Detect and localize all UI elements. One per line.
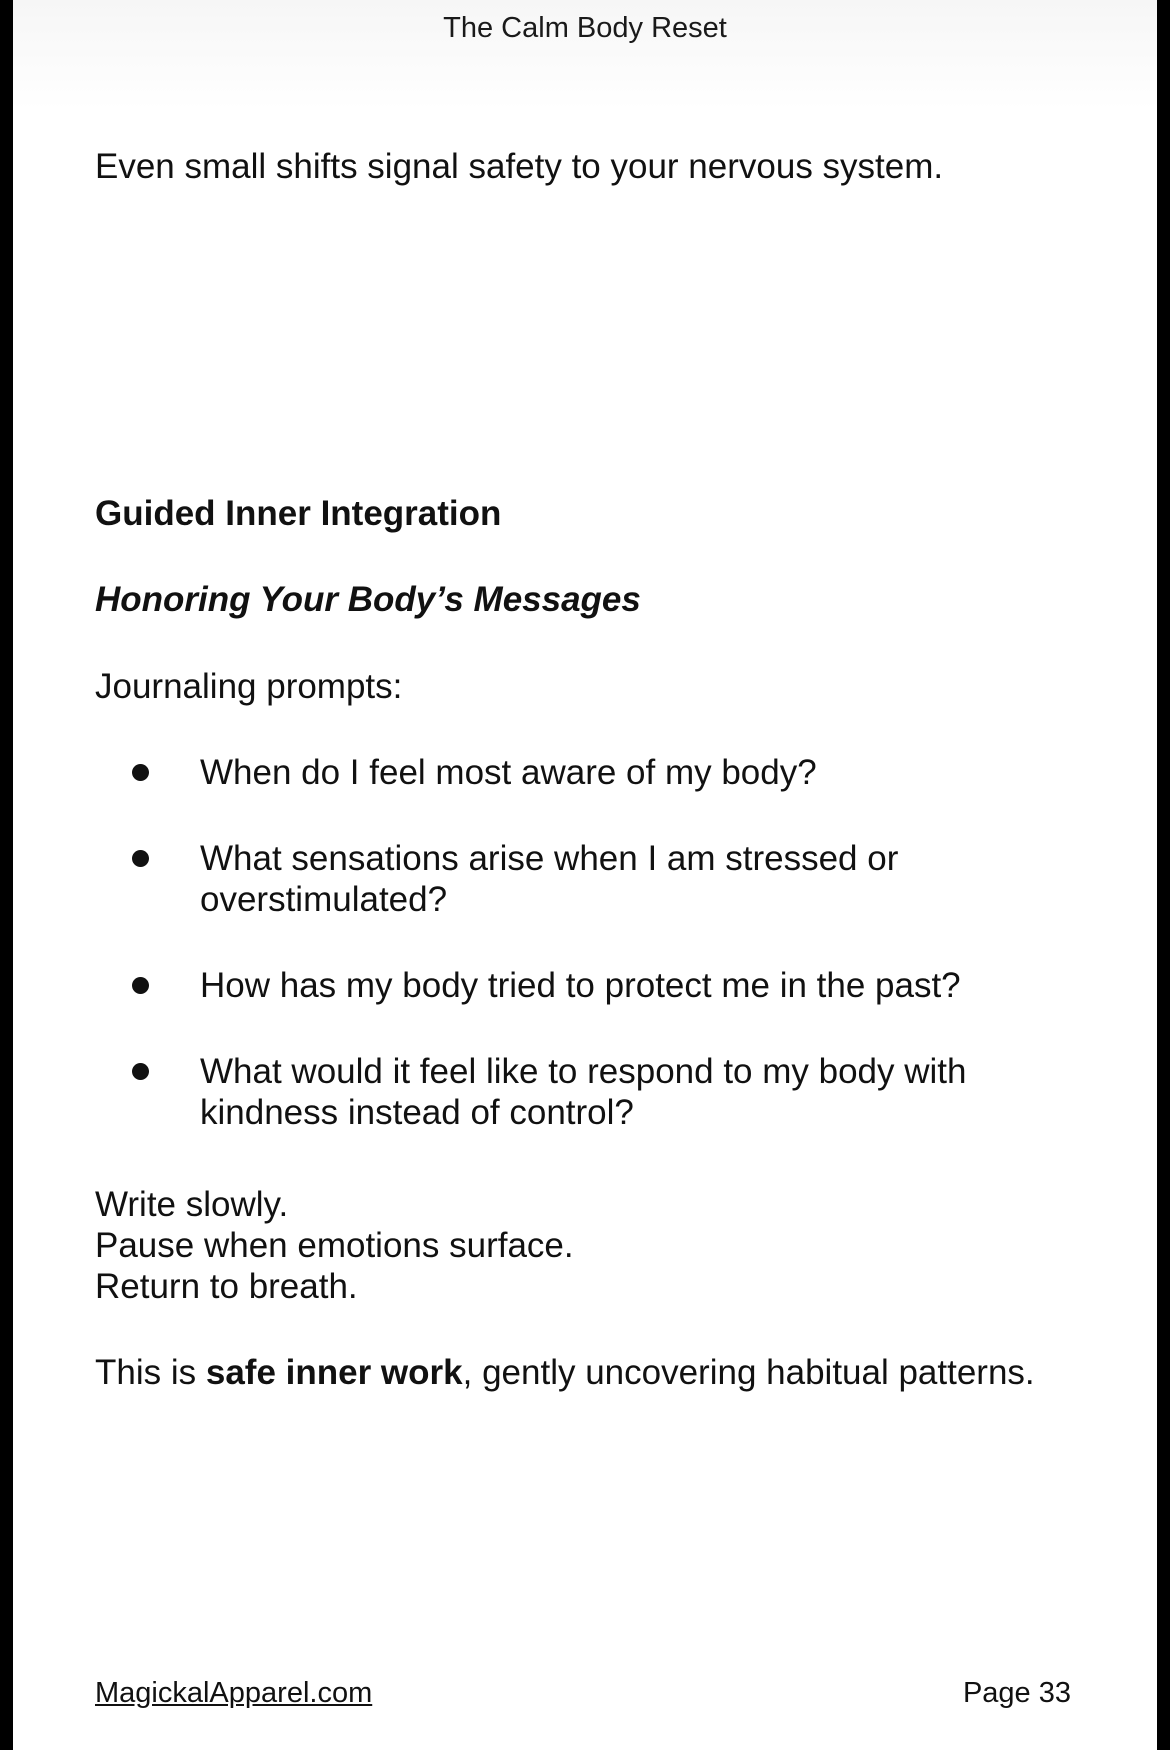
safe-prefix: This is bbox=[95, 1353, 206, 1392]
prompt-text: What sensations arise when I am stressed or overstimulated? bbox=[200, 839, 899, 919]
list-item bbox=[95, 838, 995, 920]
closing-line: Pause when emotions surface. bbox=[95, 1226, 574, 1265]
page-number: Page 33 bbox=[962, 1677, 1071, 1709]
section-title: Guided Inner Integration bbox=[95, 494, 502, 533]
list-item bbox=[95, 965, 995, 1006]
subsection-title: Honoring Your Body’s Messages bbox=[95, 580, 641, 619]
safe-emphasis: safe inner work bbox=[205, 1353, 463, 1392]
website-link[interactable]: MagickalApparel.com bbox=[95, 1677, 373, 1709]
intro-paragraph: Even small shifts signal safety to your nervous system. bbox=[95, 147, 944, 186]
prompt-text: What would it feel like to respond to my body with kindness instead of control? bbox=[200, 1052, 967, 1132]
journaling-prompts-list bbox=[95, 752, 995, 1178]
prompts-label: Journaling prompts: bbox=[95, 667, 403, 706]
safe-suffix: , gently uncovering habitual patterns. bbox=[462, 1353, 1035, 1392]
prompt-text: How has my body tried to protect me in the past? bbox=[200, 966, 961, 1005]
bullet-icon bbox=[132, 977, 149, 994]
closing-line: Write slowly. bbox=[95, 1185, 289, 1224]
list-item bbox=[95, 1051, 995, 1133]
running-header: The Calm Body Reset bbox=[443, 12, 727, 44]
bullet-icon bbox=[132, 1063, 149, 1080]
bullet-icon bbox=[132, 850, 149, 867]
document-page bbox=[13, 0, 1157, 1750]
closing-lines bbox=[95, 1184, 574, 1307]
closing-line: Return to breath. bbox=[95, 1267, 358, 1306]
list-item bbox=[95, 752, 995, 793]
prompt-text: When do I feel most aware of my body? bbox=[200, 753, 817, 792]
bullet-icon bbox=[132, 764, 149, 781]
safe-inner-work-paragraph bbox=[95, 1352, 1035, 1393]
